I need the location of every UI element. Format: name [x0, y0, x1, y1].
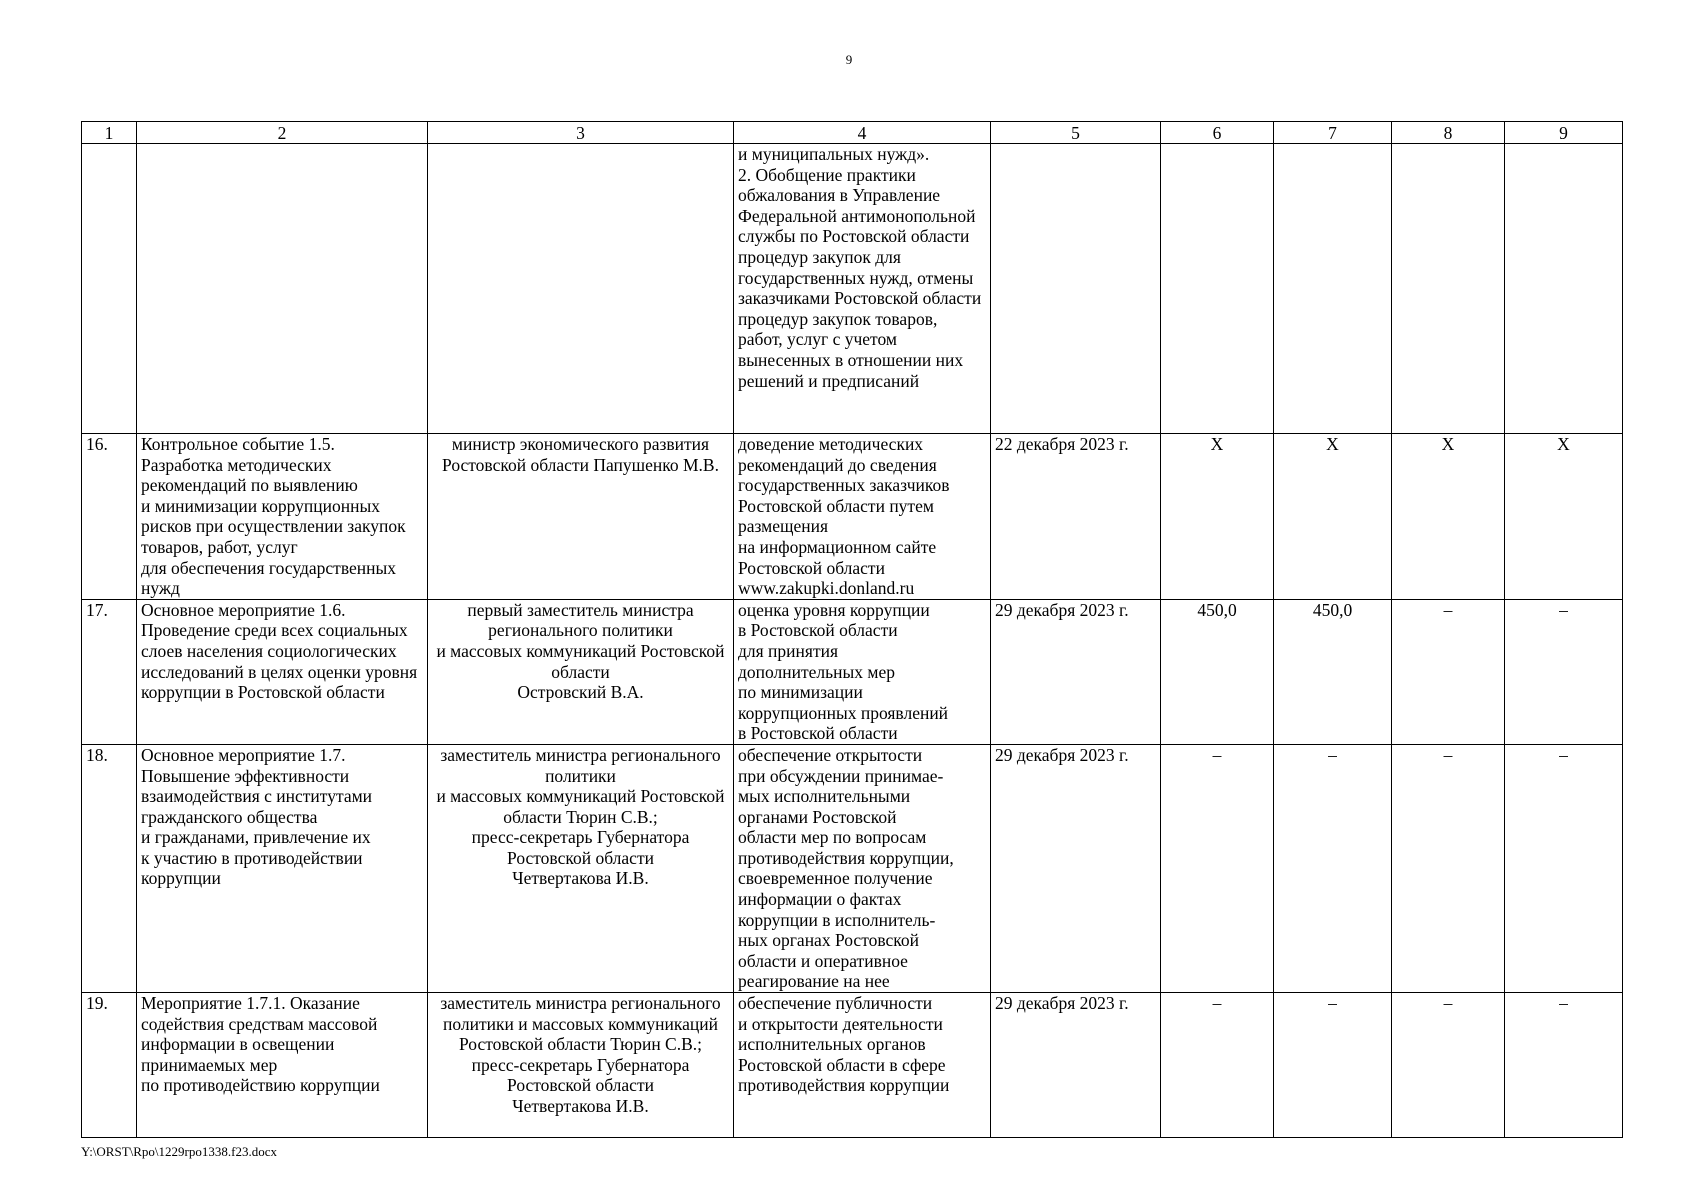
- value-col-8: –: [1392, 993, 1505, 1138]
- column-header: 7: [1274, 122, 1392, 144]
- value-col-6: –: [1161, 744, 1274, 992]
- row-number: [82, 144, 137, 434]
- deadline-date: [991, 144, 1161, 434]
- measure-name: Контрольное событие 1.5. Разработка методических рекомендаций по выявлению и минимизации коррупционных рисков при осуществлении закупок товаров, работ, услуг для обеспечения государственных нужд: [137, 434, 428, 600]
- responsible-person: первый заместитель министра регионального политики и массовых коммуникаций Ростовской области Островский В.А.: [428, 599, 734, 744]
- value-col-8: –: [1392, 599, 1505, 744]
- column-number-row: [82, 122, 1623, 144]
- table-row: [82, 744, 1623, 992]
- measures-table: [81, 121, 1623, 1138]
- row-number: 19.: [82, 993, 137, 1138]
- responsible-person: министр экономического развития Ростовской области Папушенко М.В.: [428, 434, 734, 600]
- column-header: 2: [137, 122, 428, 144]
- value-col-7: –: [1274, 744, 1392, 992]
- table-row: [82, 144, 1623, 434]
- column-header: 9: [1505, 122, 1623, 144]
- table-row: [82, 993, 1623, 1138]
- expected-result: оценка уровня коррупции в Ростовской области для принятия дополнительных мер по минимизации коррупционных проявлений в Ростовской области: [734, 599, 991, 744]
- value-col-6: X: [1161, 434, 1274, 600]
- value-col-9: [1505, 144, 1623, 434]
- deadline-date: 22 декабря 2023 г.: [991, 434, 1161, 600]
- column-header: 6: [1161, 122, 1274, 144]
- measure-name: Основное мероприятие 1.7. Повышение эффективности взаимодействия с институтами гражданского общества и гражданами, привлечение их к участию в противодействии коррупции: [137, 744, 428, 992]
- value-col-8: X: [1392, 434, 1505, 600]
- value-col-9: –: [1505, 599, 1623, 744]
- value-col-8: [1392, 144, 1505, 434]
- value-col-6: –: [1161, 993, 1274, 1138]
- page-number: 9: [845, 52, 853, 67]
- value-col-7: –: [1274, 993, 1392, 1138]
- measure-name: [137, 144, 428, 434]
- value-col-8: –: [1392, 744, 1505, 992]
- column-header: 3: [428, 122, 734, 144]
- column-header: 1: [82, 122, 137, 144]
- row-number: 18.: [82, 744, 137, 992]
- column-header: 8: [1392, 122, 1505, 144]
- column-header: 5: [991, 122, 1161, 144]
- value-col-6: 450,0: [1161, 599, 1274, 744]
- column-header: 4: [734, 122, 991, 144]
- value-col-9: –: [1505, 744, 1623, 992]
- responsible-person: заместитель министра регионального политики и массовых коммуникаций Ростовской области Тюрин С.В.; пресс-секретарь Губернатора Ростовской области Четвертакова И.В.: [428, 993, 734, 1138]
- responsible-person: заместитель министра регионального политики и массовых коммуникаций Ростовской области Тюрин С.В.; пресс-секретарь Губернатора Ростовской области Четвертакова И.В.: [428, 744, 734, 992]
- table-row: [82, 599, 1623, 744]
- expected-result: обеспечение публичности и открытости деятельности исполнительных органов Ростовской области в сфере противодействия коррупции: [734, 993, 991, 1138]
- expected-result: обеспечение открытости при обсуждении принимае- мых исполнительными органами Ростовской области мер по вопросам противодействия коррупции, своевременное получение информации о фактах коррупции в исполнитель- ных органах Ростовской области и оперативное реагирование на нее: [734, 744, 991, 992]
- table-row: [82, 434, 1623, 600]
- deadline-date: 29 декабря 2023 г.: [991, 744, 1161, 992]
- row-number: 16.: [82, 434, 137, 600]
- responsible-person: [428, 144, 734, 434]
- value-col-6: [1161, 144, 1274, 434]
- value-col-7: 450,0: [1274, 599, 1392, 744]
- measure-name: Основное мероприятие 1.6. Проведение среди всех социальных слоев населения социологических исследований в целях оценки уровня коррупции в Ростовской области: [137, 599, 428, 744]
- expected-result: и муниципальных нужд». 2. Обобщение практики обжалования в Управление Федеральной антимонопольной службы по Ростовской области процедур закупок для государственных нужд, отмены заказчиками Ростовской области процедур закупок товаров, работ, услуг с учетом вынесенных в отношении них решений и предписаний: [734, 144, 991, 434]
- deadline-date: 29 декабря 2023 г.: [991, 599, 1161, 744]
- measure-name: Мероприятие 1.7.1. Оказание содействия средствам массовой информации в освещении принимаемых мер по противодействию коррупции: [137, 993, 428, 1138]
- value-col-7: [1274, 144, 1392, 434]
- value-col-9: –: [1505, 993, 1623, 1138]
- value-col-9: X: [1505, 434, 1623, 600]
- deadline-date: 29 декабря 2023 г.: [991, 993, 1161, 1138]
- expected-result: доведение методических рекомендаций до сведения государственных заказчиков Ростовской области путем размещения на информационном сайте Ростовской области www.zakupki.donland.ru: [734, 434, 991, 600]
- row-number: 17.: [82, 599, 137, 744]
- file-path-footer: Y:\ORST\Rpo\1229rpo1338.f23.docx: [81, 1144, 277, 1159]
- value-col-7: X: [1274, 434, 1392, 600]
